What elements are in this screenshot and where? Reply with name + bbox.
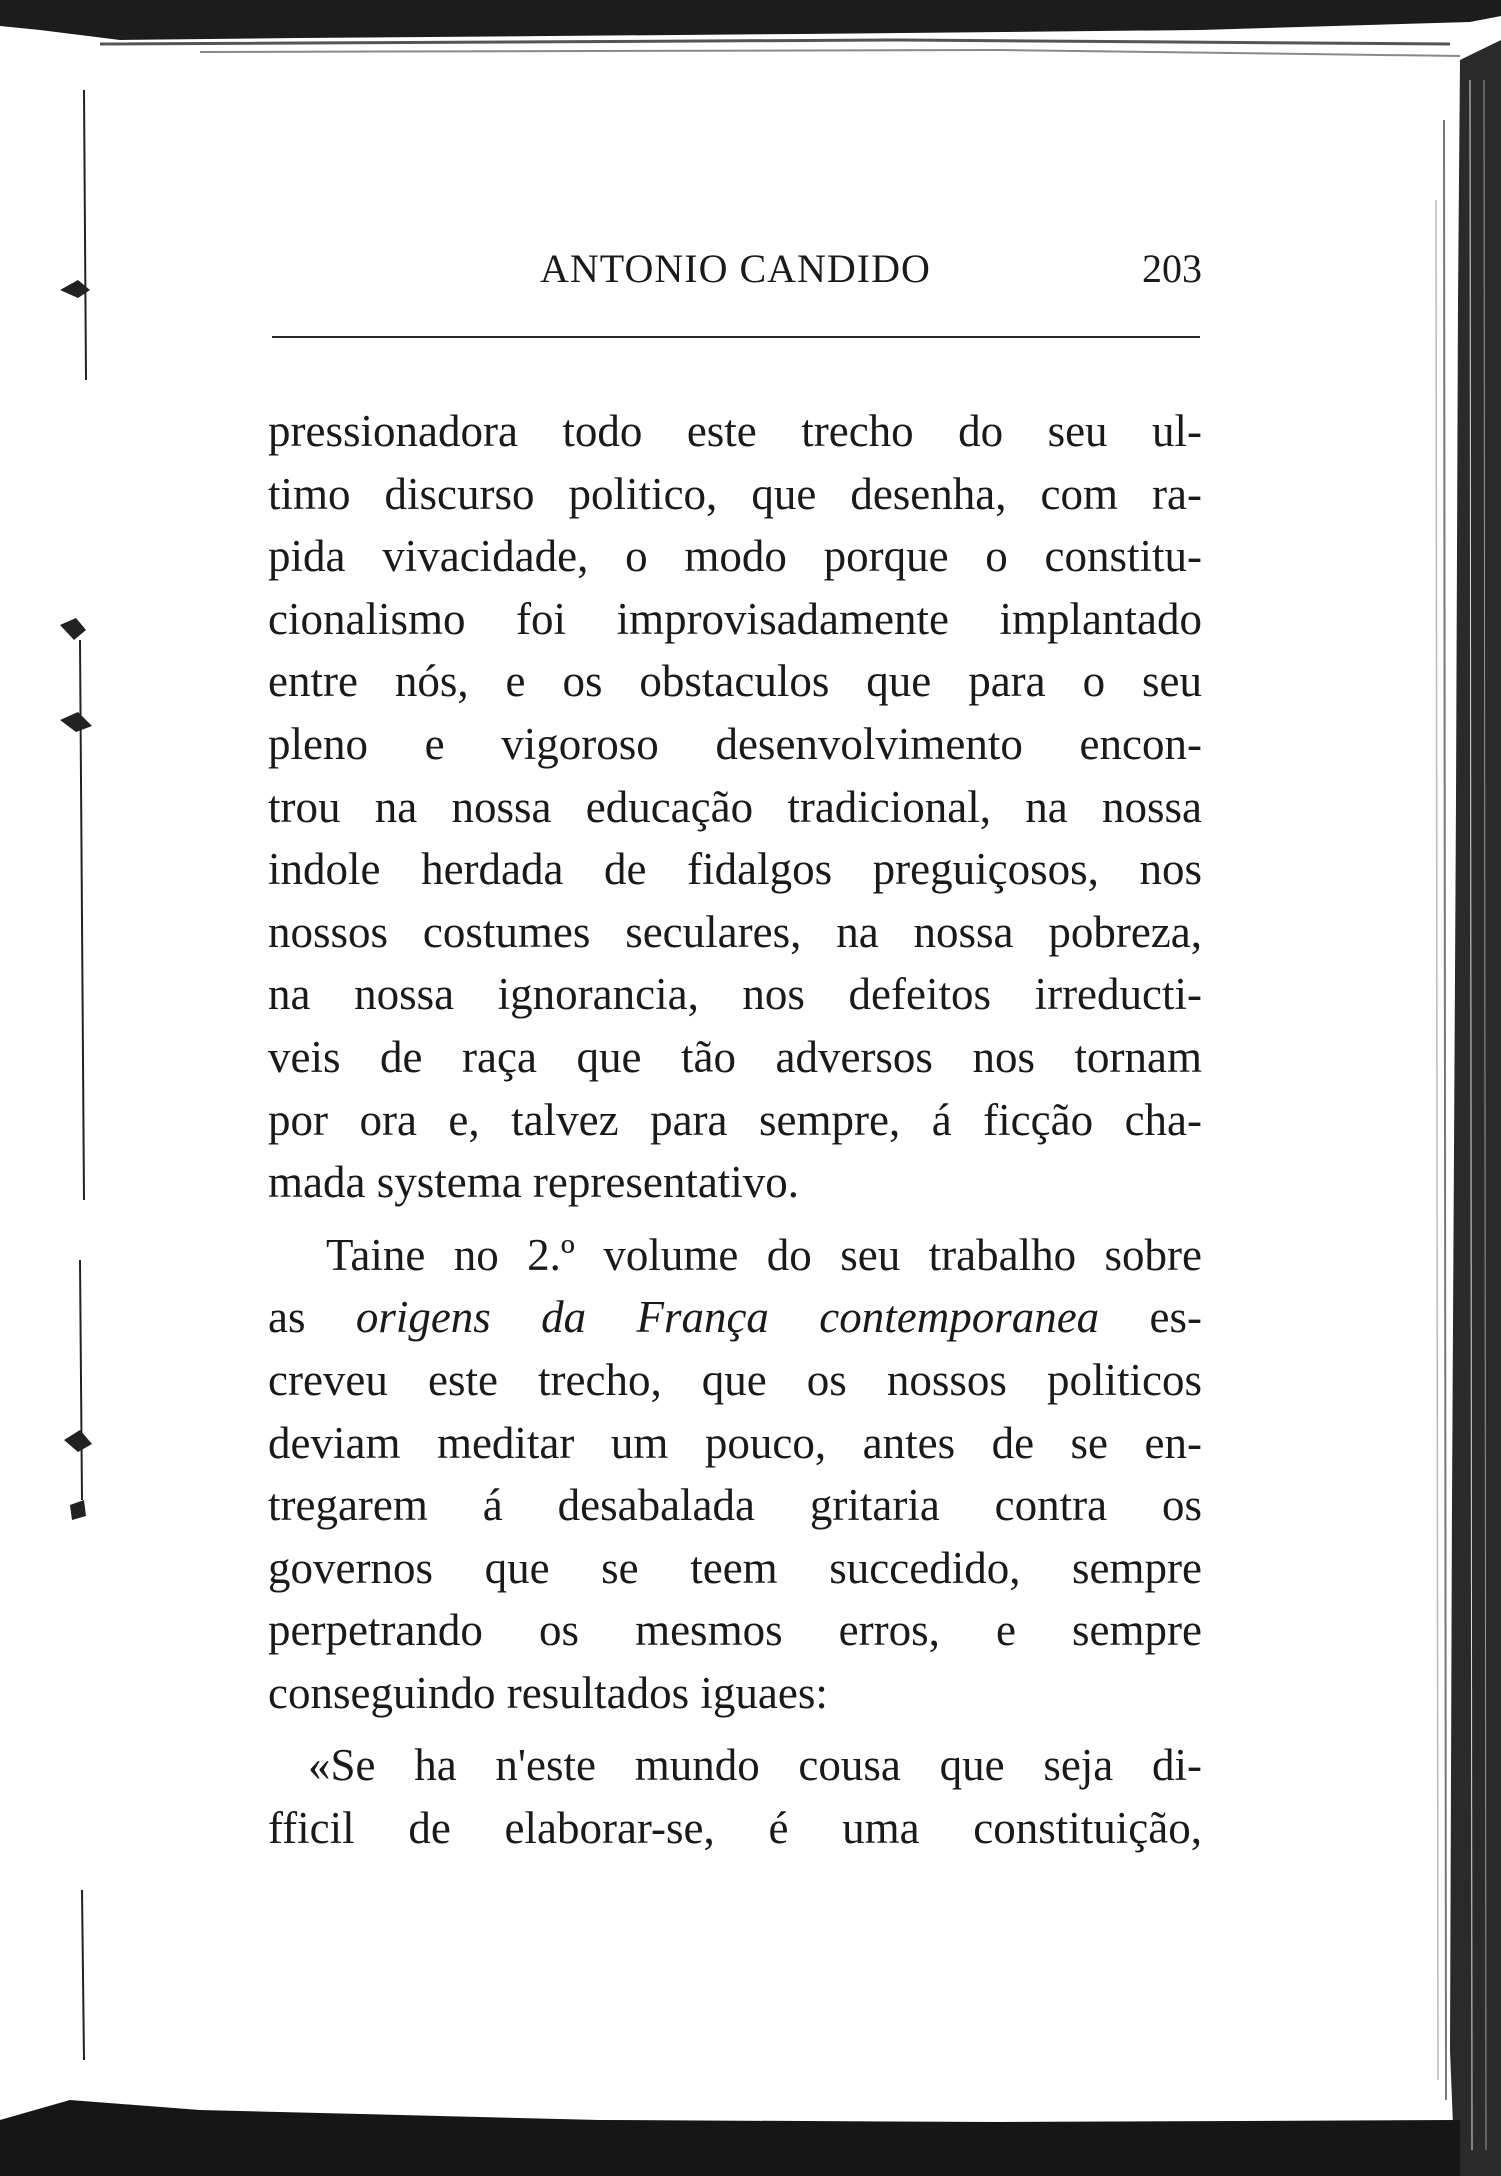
body-text — [268, 400, 1202, 1860]
paragraph-2 — [268, 1224, 1202, 1725]
text-line: nossos costumes seculares, na nossa pobreza, — [268, 906, 1202, 957]
text-line: perpetrando os mesmos erros, e sempre — [268, 1605, 1202, 1656]
text-line: tregarem á desabalada gritaria contra os — [268, 1480, 1202, 1531]
text-line: pleno e vigoroso desenvolvimento encon- — [268, 718, 1202, 769]
page-number: 203 — [1142, 246, 1202, 291]
text-line: conseguindo resultados iguaes: — [268, 1667, 828, 1718]
text-run: as — [268, 1292, 356, 1343]
text-line: por ora e, talvez para sempre, á ficção cha- — [268, 1094, 1202, 1145]
running-title: ANTONIO CANDIDO — [540, 246, 931, 291]
paragraph-1 — [268, 400, 1202, 1214]
text-line: «Se ha n'este mundo cousa que seja di- — [308, 1740, 1202, 1791]
text-line: cionalismo foi improvisadamente implantado — [268, 593, 1202, 644]
text-line — [268, 1286, 1202, 1349]
text-line: pida vivacidade, o modo porque o constitu- — [268, 531, 1202, 582]
header-rule — [272, 336, 1200, 338]
text-run: es- — [1099, 1292, 1202, 1343]
text-line: veis de raça que tão adversos nos tornam — [268, 1031, 1202, 1082]
page-header — [272, 244, 1202, 294]
text-line: creveu este trecho, que os nossos politicos — [268, 1354, 1202, 1405]
text-line: Taine no 2.º volume do seu trabalho sobre — [326, 1229, 1202, 1280]
paragraph-3 — [268, 1734, 1202, 1859]
text-line: pressionadora todo este trecho do seu ul- — [268, 406, 1202, 456]
text-line: deviam meditar um pouco, antes de se en- — [268, 1417, 1202, 1468]
text-line: mada systema representativo. — [268, 1157, 800, 1208]
text-line: indole herdada de fidalgos preguiçosos, nos — [268, 844, 1202, 895]
text-line: fficil de elaborar-se, é uma constituição, — [268, 1803, 1202, 1854]
text-line: governos que se teem succedido, sempre — [268, 1542, 1202, 1593]
text-line: timo discurso politico, que desenha, com ra- — [268, 468, 1202, 519]
book-title-italic: origens da França contemporanea — [355, 1292, 1100, 1343]
text-line: trou na nossa educação tradicional, na nossa — [268, 781, 1202, 832]
text-line: na nossa ignorancia, nos defeitos irreducti- — [268, 969, 1202, 1020]
text-line: entre nós, e os obstaculos que para o seu — [268, 656, 1202, 707]
